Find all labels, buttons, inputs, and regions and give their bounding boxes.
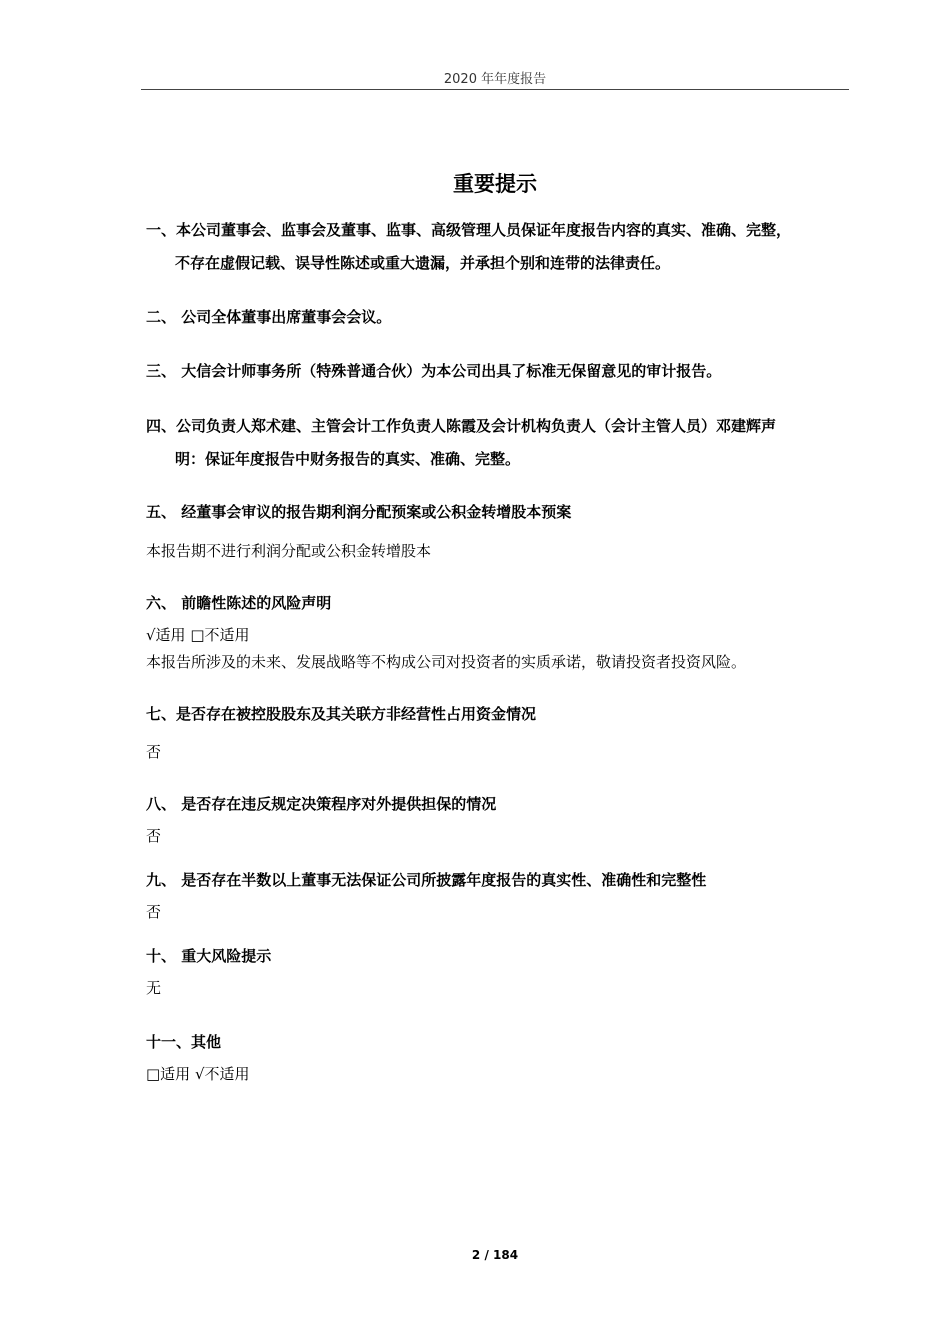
section-2: 二、 公司全体董事出席董事会会议。 — [146, 308, 392, 326]
section-8-answer: 否 — [146, 827, 162, 845]
section-9-answer: 否 — [146, 903, 162, 921]
section-11-options: □适用 √不适用 — [146, 1065, 250, 1083]
section-4-line-2: 明：保证年度报告中财务报告的真实、准确、完整。 — [175, 450, 521, 468]
page-title: 重要提示 — [453, 172, 537, 196]
page-number: 2 / 184 — [471, 1248, 519, 1262]
section-8-heading: 八、 是否存在违反规定决策程序对外提供担保的情况 — [146, 795, 497, 813]
section-5-body: 本报告期不进行利润分配或公积金转增股本 — [146, 542, 432, 560]
header-divider — [141, 89, 849, 90]
section-11-heading: 十一、其他 — [146, 1033, 222, 1051]
section-1-line-1: 一、本公司董事会、监事会及董事、监事、高级管理人员保证年度报告内容的真实、准确、完整， — [146, 221, 792, 239]
section-6-options: √适用 □不适用 — [146, 626, 250, 644]
section-7-heading: 七、是否存在被控股股东及其关联方非经营性占用资金情况 — [146, 705, 537, 723]
section-1-line-2: 不存在虚假记载、误导性陈述或重大遗漏，并承担个别和连带的法律责任。 — [175, 254, 671, 272]
section-7-answer: 否 — [146, 743, 162, 761]
section-10-heading: 十、 重大风险提示 — [146, 947, 272, 965]
section-4-line-1: 四、公司负责人郑术建、主管会计工作负责人陈霞及会计机构负责人（会计主管人员）邓建辉声 — [146, 417, 777, 435]
section-5-heading: 五、 经董事会审议的报告期利润分配预案或公积金转增股本预案 — [146, 503, 572, 521]
running-header: 2020 年年度报告 — [443, 72, 547, 87]
section-6-heading: 六、 前瞻性陈述的风险声明 — [146, 594, 332, 612]
section-3: 三、 大信会计师事务所（特殊普通合伙）为本公司出具了标准无保留意见的审计报告。 — [146, 362, 722, 380]
section-10-answer: 无 — [146, 979, 162, 997]
section-6-body: 本报告所涉及的未来、发展战略等不构成公司对投资者的实质承诺，敬请投资者投资风险。 — [146, 653, 747, 671]
section-9-heading: 九、 是否存在半数以上董事无法保证公司所披露年度报告的真实性、准确性和完整性 — [146, 871, 707, 889]
